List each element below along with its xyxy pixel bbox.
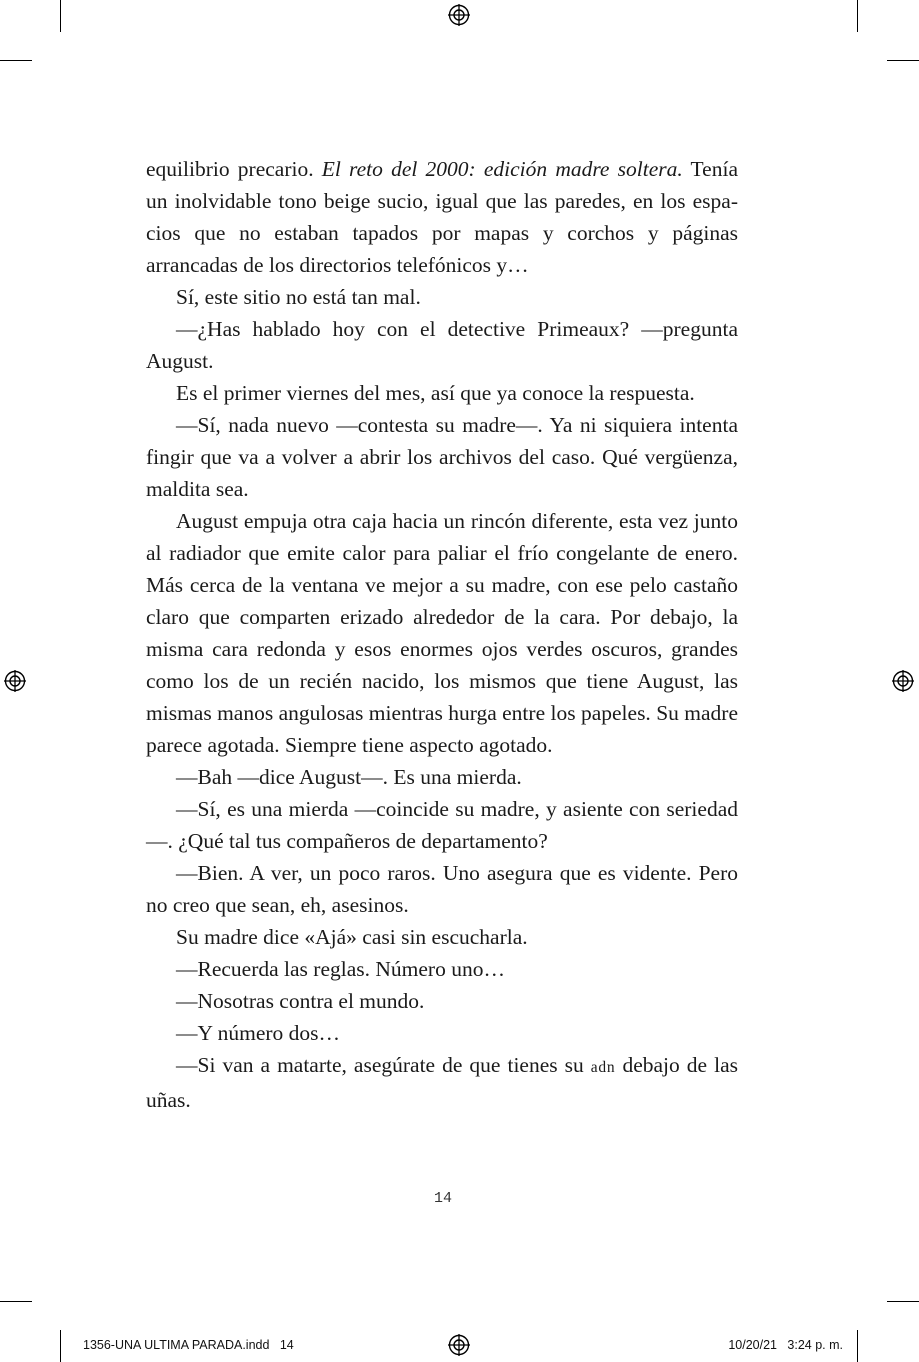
crop-mark	[887, 60, 919, 61]
paragraph: equilibrio precario. El reto del 2000: edición madre soltera. Tenía un inolvidable tono beige sucio, igual que las paredes, en los espacios que no estaban tapados por mapas y corchos y páginas arrancadas de los directorios telefónicos y…	[146, 157, 738, 277]
crop-mark	[0, 60, 32, 61]
small-caps-abbr: adn	[590, 1059, 616, 1076]
paragraph: —Sí, nada nuevo —contesta su madre—. Ya ni siquiera intenta fingir que va a volver a abrir los archivos del caso. Qué vergüenza, maldita sea.	[146, 413, 738, 501]
paragraph: —Recuerda las reglas. Número uno…	[176, 957, 505, 981]
body-text	[146, 153, 738, 1116]
paragraph: —Bien. A ver, un poco raros. Uno asegura que es vidente. Pero no creo que sean, eh, asesinos.	[146, 861, 738, 917]
page-number: 14	[433, 1190, 452, 1207]
slug-datetime: 10/20/21 3:24 p. m.	[728, 1338, 843, 1352]
paragraph: —Sí, es una mierda —coincide su madre, y asiente con seriedad—. ¿Qué tal tus compañeros de departamento?	[146, 797, 738, 853]
paragraph: —Bah —dice August—. Es una mierda.	[176, 765, 522, 789]
paragraph: —¿Has hablado hoy con el detective Primeaux? —pregunta August.	[146, 317, 738, 373]
paragraph: Su madre dice «Ajá» casi sin escucharla.	[176, 925, 528, 949]
crop-mark	[887, 1301, 919, 1302]
paragraph: August empuja otra caja hacia un rincón diferente, esta vez junto al radiador que emite calor para paliar el frío congelante de enero. Más cerca de la ventana ve mejor a su madre, con ese pelo castaño claro que comparten erizado alrededor de la cara. Por debajo, la misma cara redonda y esos enormes ojos verdes oscuros, grandes como los de un recién nacido, los mismos que tiene August, las mismas manos angulosas mientras hurga entre los papeles. Su madre parece agotada. Siempre tiene aspecto agotado.	[146, 509, 738, 757]
paragraph: Sí, este sitio no está tan mal.	[176, 285, 421, 309]
paragraph: —Y número dos…	[176, 1021, 341, 1045]
registration-mark-icon	[448, 4, 470, 26]
crop-mark	[60, 1330, 61, 1362]
registration-mark-icon	[892, 670, 914, 692]
italic-title: El reto del 2000: edición madre soltera.	[321, 157, 683, 181]
paragraph: —Si van a matarte, asegúrate de que tienes su adn debajo de las uñas.	[146, 1053, 738, 1112]
crop-mark	[60, 0, 61, 32]
registration-mark-icon	[448, 1334, 470, 1356]
crop-mark	[857, 0, 858, 32]
slug-filename: 1356-UNA ULTIMA PARADA.indd 14	[83, 1338, 294, 1352]
crop-mark	[857, 1330, 858, 1362]
paragraph: Es el primer viernes del mes, así que ya conoce la respuesta.	[176, 381, 695, 405]
registration-mark-icon	[4, 670, 26, 692]
crop-mark	[0, 1301, 32, 1302]
paragraph: —Nosotras contra el mundo.	[176, 989, 425, 1013]
